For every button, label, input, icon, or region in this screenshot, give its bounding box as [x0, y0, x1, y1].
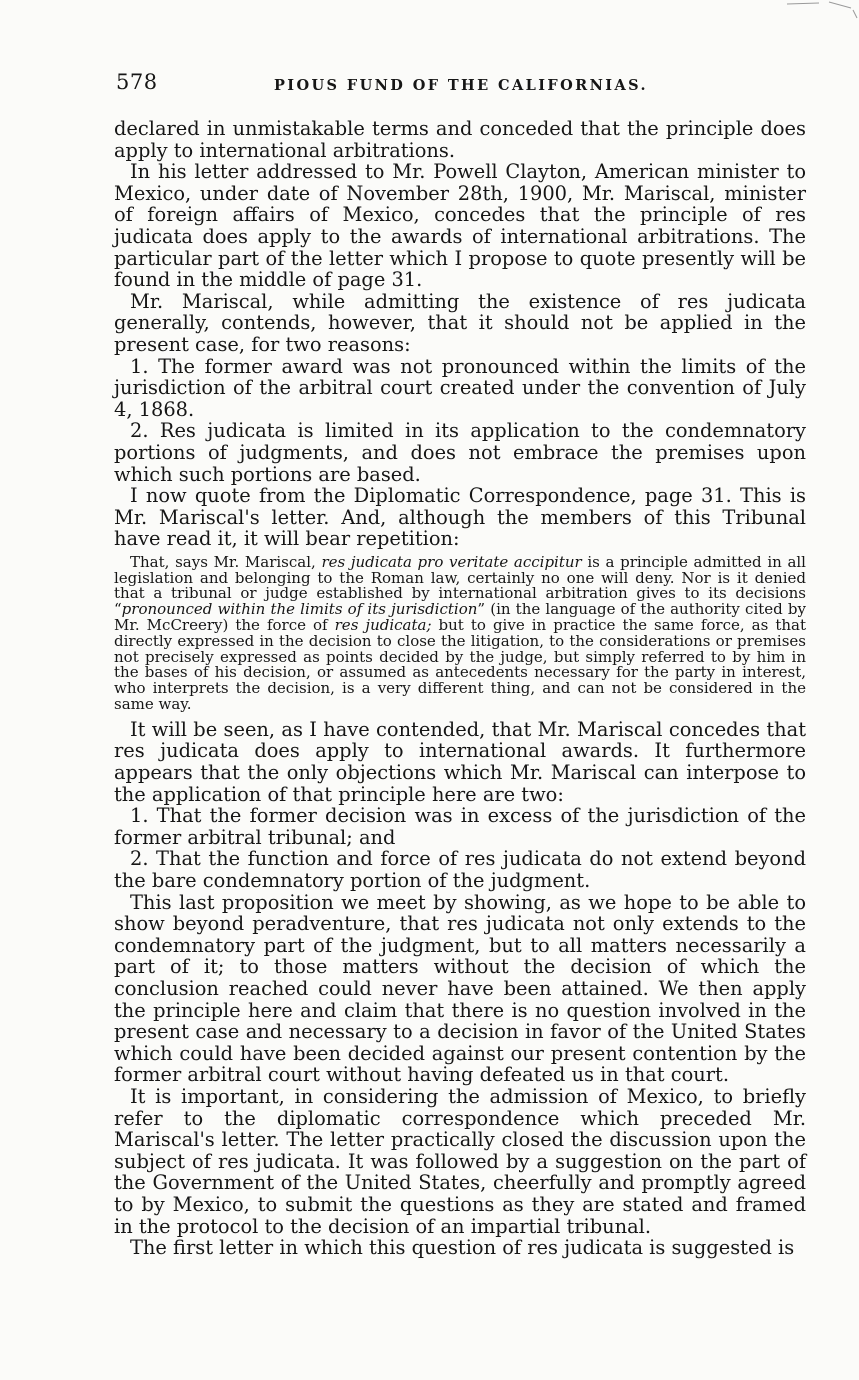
page-number: 578: [116, 70, 158, 94]
objection-one: 1. That the former decision was in excess of the jurisdiction of the former arbitral tribunal; and: [114, 804, 806, 849]
reason-two: 2. Res judicata is limited in its application to the condemnatory portions of judgments, and does not embrace the premises upon which such portions are based.: [114, 419, 806, 486]
latin-phrase: res judicata pro veritate accipitur: [321, 552, 582, 571]
quoted-phrase: pronounced within the limits of its jurisdiction: [121, 600, 478, 619]
reason-one: 1. The former award was not pronounced within the limits of the jurisdiction of the arbitral court created under the convention of July 4, 1868.: [114, 354, 806, 421]
running-title: PIOUS FUND OF THE CALIFORNIAS.: [274, 77, 648, 94]
res-judicata-term: res judicata;: [334, 616, 432, 635]
page-body: [114, 118, 806, 1259]
paragraph-admission-of-mexico: It is important, in considering the admission of Mexico, to briefly refer to the diplomatic correspondence which preceded Mr. Mariscal's letter. The letter practically closed the discussion upon the subject of res judicata. It was followed by a suggestion on the part of the Government of the United States, cheerfully and promptly agreed to by Mexico, to submit the questions as they are stated and framed in the protocol to the decision of an impartial tribunal.: [114, 1084, 806, 1238]
running-head: [114, 70, 806, 100]
paragraph-continued: declared in unmistakable terms and conceded that the principle does apply to international arbitrations.: [114, 117, 806, 162]
objection-two: 2. That the function and force of res judicata do not extend beyond the bare condemnatory portion of the judgment.: [114, 847, 806, 892]
paragraph-quote-intro: I now quote from the Diplomatic Correspondence, page 31. This is Mr. Mariscal's letter. And, although the members of this Tribunal have read it, it will bear repetition:: [114, 484, 806, 551]
scan-corner-marks: [779, 0, 859, 20]
paragraph-clayton-letter: In his letter addressed to Mr. Powell Clayton, American minister to Mexico, under date of November 28th, 1900, Mr. Mariscal, minister of foreign affairs of Mexico, concedes that the principle of res judicata does apply to the awards of international arbitrations. The particular part of the letter which I propose to quote presently will be found in the middle of page 31.: [114, 160, 806, 292]
paragraph-first-letter: The first letter in which this question of res judicata is suggested is: [130, 1236, 795, 1260]
paragraph-mariscal-contends: Mr. Mariscal, while admitting the existence of res judicata generally, contends, however, that it should not be applied in the present case, for two reasons:: [114, 289, 806, 356]
paragraph-last-proposition: This last proposition we meet by showing, as we hope to be able to show beyond peradventure, that res judicata not only extends to the condemnatory part of the judgment, but to all matters necessarily a part of it; to those matters without the decision of which the conclusion reached could never have been attained. We then apply the principle here and claim that there is no question involved in the present case and necessary to a decision in favor of the United States which could have been decided against our present contention by the former arbitral court without having defeated us in that court.: [114, 890, 806, 1087]
block-quote-mariscal: That, says Mr. Mariscal, res judicata pro veritate accipitur is a principle admitted in all legislation and belonging to the Roman law, certainly no one will deny. Nor is it denied that a tribunal or judge established by international arbitration gives to its decisions “pronounced within the limits of its jurisdiction” (in the language of the authority cited by Mr. McCreery) the force of res judicata; but to give in practice the same force, as that directly expressed in the decision to close the litigation, to the considerations or premises not precisely expressed as points decided by the judge, but simply referred to by him in the bases of his decision, or assumed as antecedents necessary for the party in interest, who interprets the decision, is a very different thing, and can not be considered in the same way.: [114, 552, 806, 714]
paragraph-concession: It will be seen, as I have contended, that Mr. Mariscal concedes that res judicata does apply to international awards. It furthermore appears that the only objections which Mr. Mariscal can interpose to the application of that principle here are two:: [114, 717, 806, 806]
